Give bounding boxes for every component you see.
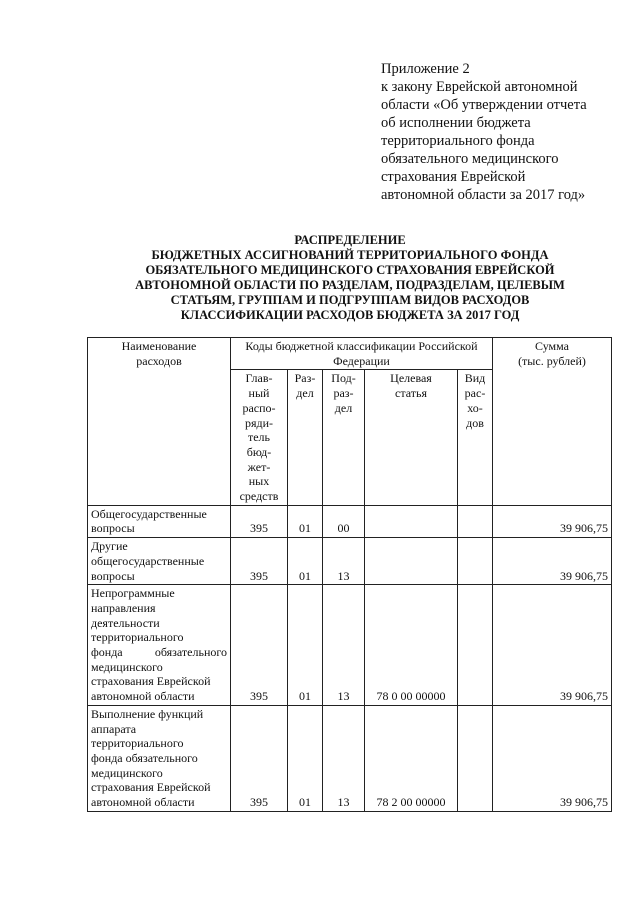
row-name: Выполнение функций аппарата территориального фонда обязательного медицинского страхования Еврейской автономной области [88,705,231,811]
row-razdel: 01 [288,585,323,706]
row-name: Непрограммные направления деятельности территориального фонда обязательного медицинского страхования Еврейской автономной области [88,585,231,706]
row-statya: 78 2 00 00000 [365,705,458,811]
title-line: ОБЯЗАТЕЛЬНОГО МЕДИЦИНСКОГО СТРАХОВАНИЯ ЕВРЕЙСКОЙ [145,263,555,277]
budget-table [87,337,612,812]
row-vid [458,538,493,585]
document-title [100,233,600,323]
row-razdel: 01 [288,538,323,585]
table-row [88,538,612,585]
table-row [88,585,612,706]
row-vid [458,585,493,706]
row-vid [458,705,493,811]
table-row [88,705,612,811]
row-podrazdel: 13 [323,538,365,585]
row-podrazdel: 00 [323,505,365,537]
annex-line: Приложение 2 [381,61,470,77]
row-razdel: 01 [288,705,323,811]
row-sum: 39 906,75 [493,538,612,585]
annex-line: к закону Еврейской автономной [381,79,578,95]
title-line: БЮДЖЕТНЫХ АССИГНОВАНИЙ ТЕРРИТОРИАЛЬНОГО ФОНДА [151,248,549,262]
table-row [88,505,612,537]
title-line: АВТОНОМНОЙ ОБЛАСТИ ПО РАЗДЕЛАМ, ПОДРАЗДЕЛАМ, ЦЕЛЕВЫМ [135,278,565,292]
annex-line: обязательного медицинского [381,151,559,167]
row-podrazdel: 13 [323,705,365,811]
header-row-top [88,338,612,370]
row-name: Общегосударственные вопросы [88,505,231,537]
header-glav: Глав- ный распо- ряди- тель бюд- жет- ных средств [231,370,288,505]
row-glav: 395 [231,538,288,585]
title-line: КЛАССИФИКАЦИИ РАСХОДОВ БЮДЖЕТА ЗА 2017 ГОД [180,308,520,322]
row-sum: 39 906,75 [493,705,612,811]
header-statya: Целевая статья [365,370,458,505]
annex-line: автономной области за 2017 год» [381,187,586,203]
row-sum: 39 906,75 [493,505,612,537]
annex-line: страхования Еврейской [381,169,526,185]
row-vid [458,505,493,537]
row-podrazdel: 13 [323,585,365,706]
header-razdel: Раз- дел [288,370,323,505]
row-razdel: 01 [288,505,323,537]
header-codes: Коды бюджетной классификации Российской Федерации [231,338,493,370]
title-line: СТАТЬЯМ, ГРУППАМ И ПОДГРУППАМ ВИДОВ РАСХОДОВ [170,293,530,307]
annex-line: об исполнении бюджета [381,115,531,131]
row-name: Другие общегосударственные вопросы [88,538,231,585]
row-statya [365,538,458,585]
row-glav: 395 [231,585,288,706]
header-vid: Вид рас- хо- дов [458,370,493,505]
header-sum: Сумма (тыс. рублей) [493,338,612,506]
annex-line: области «Об утверждении отчета [381,97,587,113]
row-statya: 78 0 00 00000 [365,585,458,706]
row-glav: 395 [231,505,288,537]
row-statya [365,505,458,537]
annex-line: территориального фонда [381,133,535,149]
header-podrazdel: Под- раз- дел [323,370,365,505]
title-line: РАСПРЕДЕЛЕНИЕ [294,233,406,247]
annex-header [381,60,621,204]
header-name: Наименование расходов [88,338,231,506]
row-sum: 39 906,75 [493,585,612,706]
row-glav: 395 [231,705,288,811]
